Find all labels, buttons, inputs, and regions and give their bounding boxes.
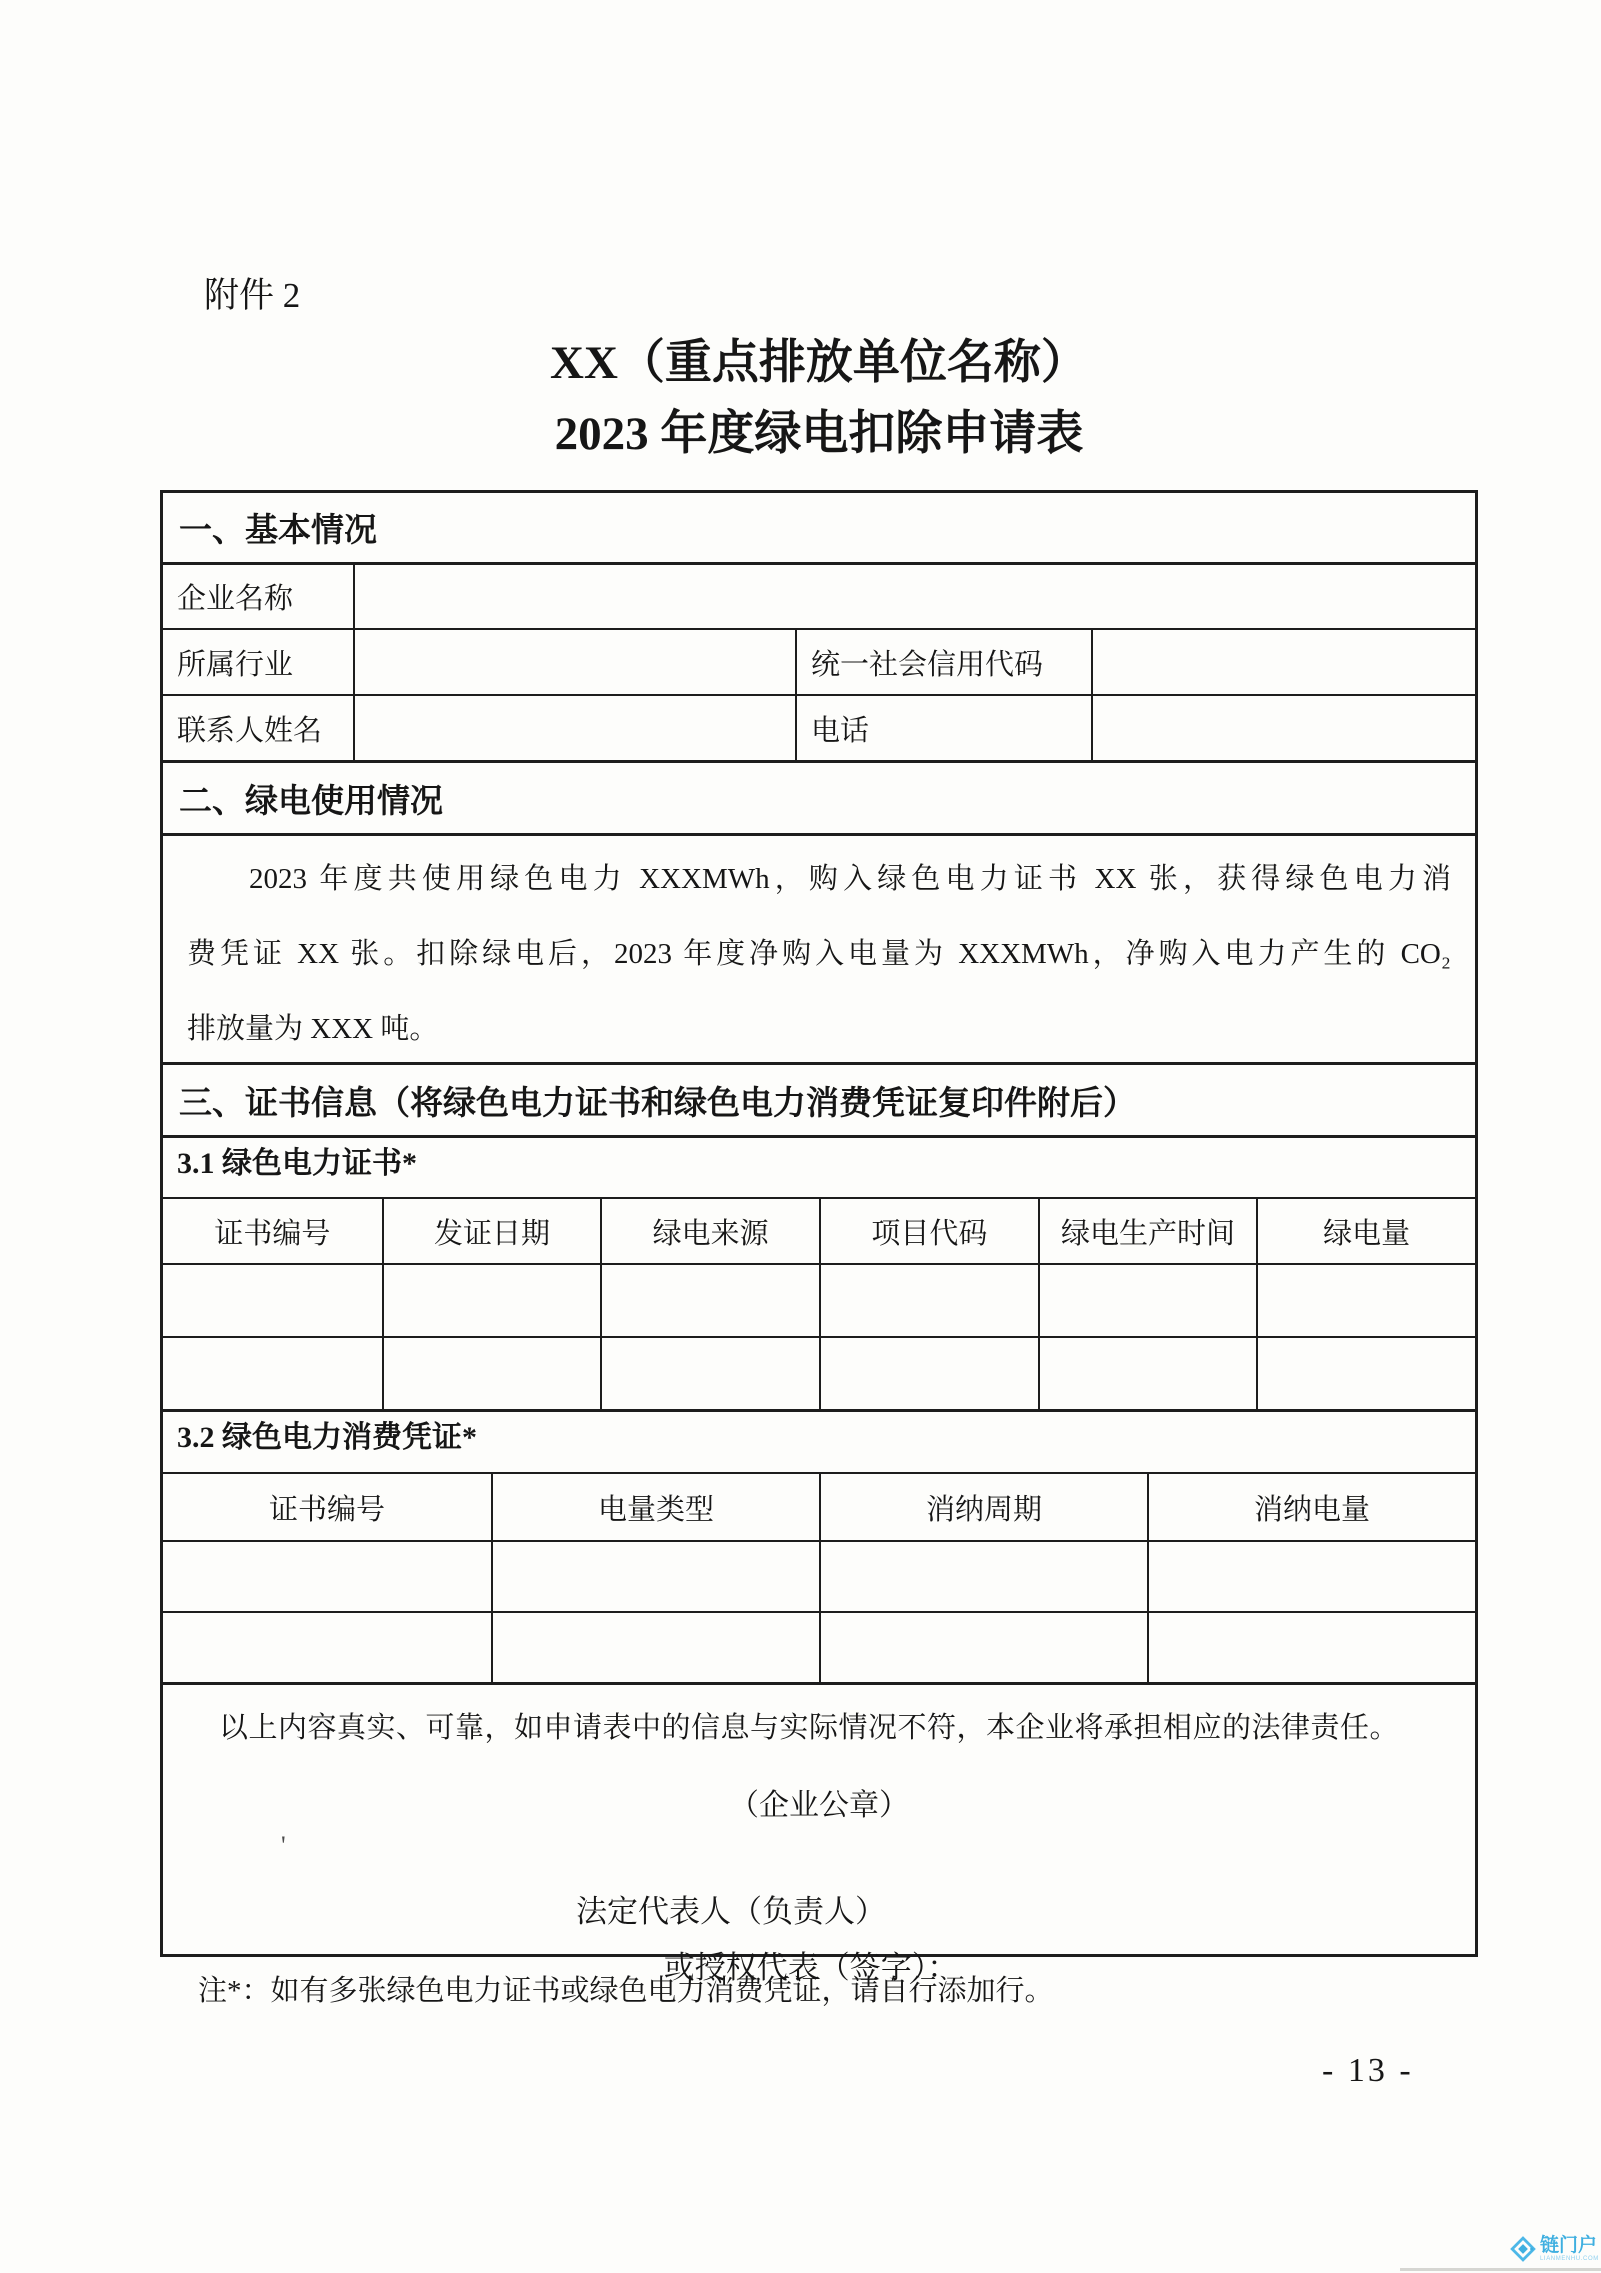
- watermark-logo: [1510, 2236, 1599, 2262]
- empty-cell: [491, 1542, 819, 1611]
- empty-cell: [819, 1542, 1147, 1611]
- col-header-production-time: 绿电生产时间: [1038, 1199, 1257, 1263]
- legal-representative-line: 法定代表人（负责人）: [576, 1894, 886, 1929]
- empty-cell: [600, 1338, 819, 1409]
- row-company-name: [163, 562, 1475, 628]
- credit-code-value-cell: [1091, 630, 1475, 694]
- col-header-power-amount: 绿电量: [1256, 1199, 1475, 1263]
- col-header-issue-date: 发证日期: [382, 1199, 601, 1263]
- col-header-power-type: 电量类型: [491, 1474, 819, 1540]
- page-title: [160, 328, 1478, 470]
- industry-label: 所属行业: [177, 648, 294, 681]
- table-3-1-empty-row-1: [163, 1263, 1475, 1336]
- attachment-label: 附件 2: [204, 276, 301, 315]
- empty-cell: [491, 1613, 819, 1682]
- empty-cell: [163, 1542, 491, 1611]
- col-header-power-source: 绿电来源: [600, 1199, 819, 1263]
- empty-cell: [600, 1265, 819, 1336]
- logo-caption: LIANMENHU.COM: [1540, 2255, 1599, 2262]
- col-header-cert-no-2: 证书编号: [268, 1493, 385, 1526]
- empty-cell: [382, 1338, 601, 1409]
- table-3-2-label: 3.2 绿色电力消费凭证*: [177, 1421, 477, 1454]
- page-title-line1: XX（重点排放单位名称）: [550, 337, 1088, 389]
- row-industry: [163, 628, 1475, 694]
- contact-name-value-cell: [353, 696, 795, 760]
- empty-cell: [163, 1613, 491, 1682]
- credit-code-label: 统一社会信用代码: [795, 630, 1091, 694]
- diamond-logo-icon: [1510, 2236, 1536, 2262]
- empty-cell: [1147, 1542, 1475, 1611]
- empty-cell: [1147, 1613, 1475, 1682]
- application-form-table: [160, 490, 1478, 1985]
- section-2-header: 二、绿电使用情况: [163, 760, 1475, 833]
- logo-text-block: [1540, 2236, 1599, 2262]
- scan-edge-artifact: [1400, 2268, 1601, 2271]
- col-header-consumption-period: 消纳周期: [819, 1474, 1147, 1540]
- empty-cell: [819, 1338, 1038, 1409]
- page-title-line2: 2023 年度绿电扣除申请表: [554, 408, 1084, 460]
- table-3-1-label-row: [163, 1135, 1475, 1197]
- row-contact: [163, 694, 1475, 760]
- table-3-2-empty-row-2: [163, 1611, 1475, 1682]
- paragraph-line-2: 费凭证 XX 张。扣除绿电后，2023 年度净购入电量为 XXXMWh，净购入电力产生的 CO₂: [187, 938, 1451, 970]
- table-3-1-header-row: [163, 1197, 1475, 1263]
- section-3-header: 三、证书信息（将绿色电力证书和绿色电力消费凭证复印件附后）: [163, 1062, 1475, 1135]
- empty-cell: [163, 1265, 382, 1336]
- paragraph-line-3: 排放量为 XXX 吨。: [187, 1013, 439, 1045]
- section-1-header: 一、基本情况: [179, 511, 377, 548]
- declaration-cell: [163, 1682, 1475, 1985]
- phone-value-cell: [1091, 696, 1475, 760]
- col-header-consumption-amount: 消纳电量: [1147, 1474, 1475, 1540]
- empty-cell: [1038, 1265, 1257, 1336]
- empty-cell: [819, 1265, 1038, 1336]
- table-3-2-header-row: [163, 1472, 1475, 1540]
- industry-value-cell: [353, 630, 795, 694]
- green-power-usage-paragraph: [163, 833, 1475, 1062]
- paragraph-line-1: 2023 年度共使用绿色电力 XXXMWh，购入绿色电力证书 XX 张，获得绿色电力消: [249, 863, 1451, 895]
- col-header-project-code: 项目代码: [819, 1199, 1038, 1263]
- empty-cell: [382, 1265, 601, 1336]
- col-header-cert-no: 证书编号: [214, 1217, 331, 1250]
- stray-scan-mark: ': [281, 1831, 286, 1860]
- empty-cell: [819, 1613, 1147, 1682]
- phone-label: 电话: [795, 696, 1091, 760]
- company-seal-label: （企业公章）: [729, 1789, 909, 1822]
- company-name-value-cell: [353, 565, 1475, 628]
- table-3-2-label-row: [163, 1409, 1475, 1472]
- empty-cell: [1256, 1338, 1475, 1409]
- company-name-label: 企业名称: [177, 583, 294, 615]
- empty-cell: [1038, 1338, 1257, 1409]
- table-3-2-empty-row-1: [163, 1540, 1475, 1611]
- empty-cell: [1256, 1265, 1475, 1336]
- footnote: 注*：如有多张绿色电力证书或绿色电力消费凭证，请自行添加行。: [198, 1975, 1054, 2007]
- declaration-statement: 以上内容真实、可靠，如申请表中的信息与实际情况不符，本企业将承担相应的法律责任。: [219, 1712, 1400, 1744]
- page-number: - 13 -: [1322, 2052, 1414, 2089]
- table-3-1-empty-row-2: [163, 1336, 1475, 1409]
- contact-name-label: 联系人姓名: [177, 714, 323, 747]
- table-3-1-label: 3.1 绿色电力证书*: [177, 1147, 417, 1180]
- empty-cell: [163, 1338, 382, 1409]
- authorized-representative-line: 或授权代表（签字）：: [663, 1950, 959, 1985]
- logo-name: 链门户: [1540, 2235, 1598, 2257]
